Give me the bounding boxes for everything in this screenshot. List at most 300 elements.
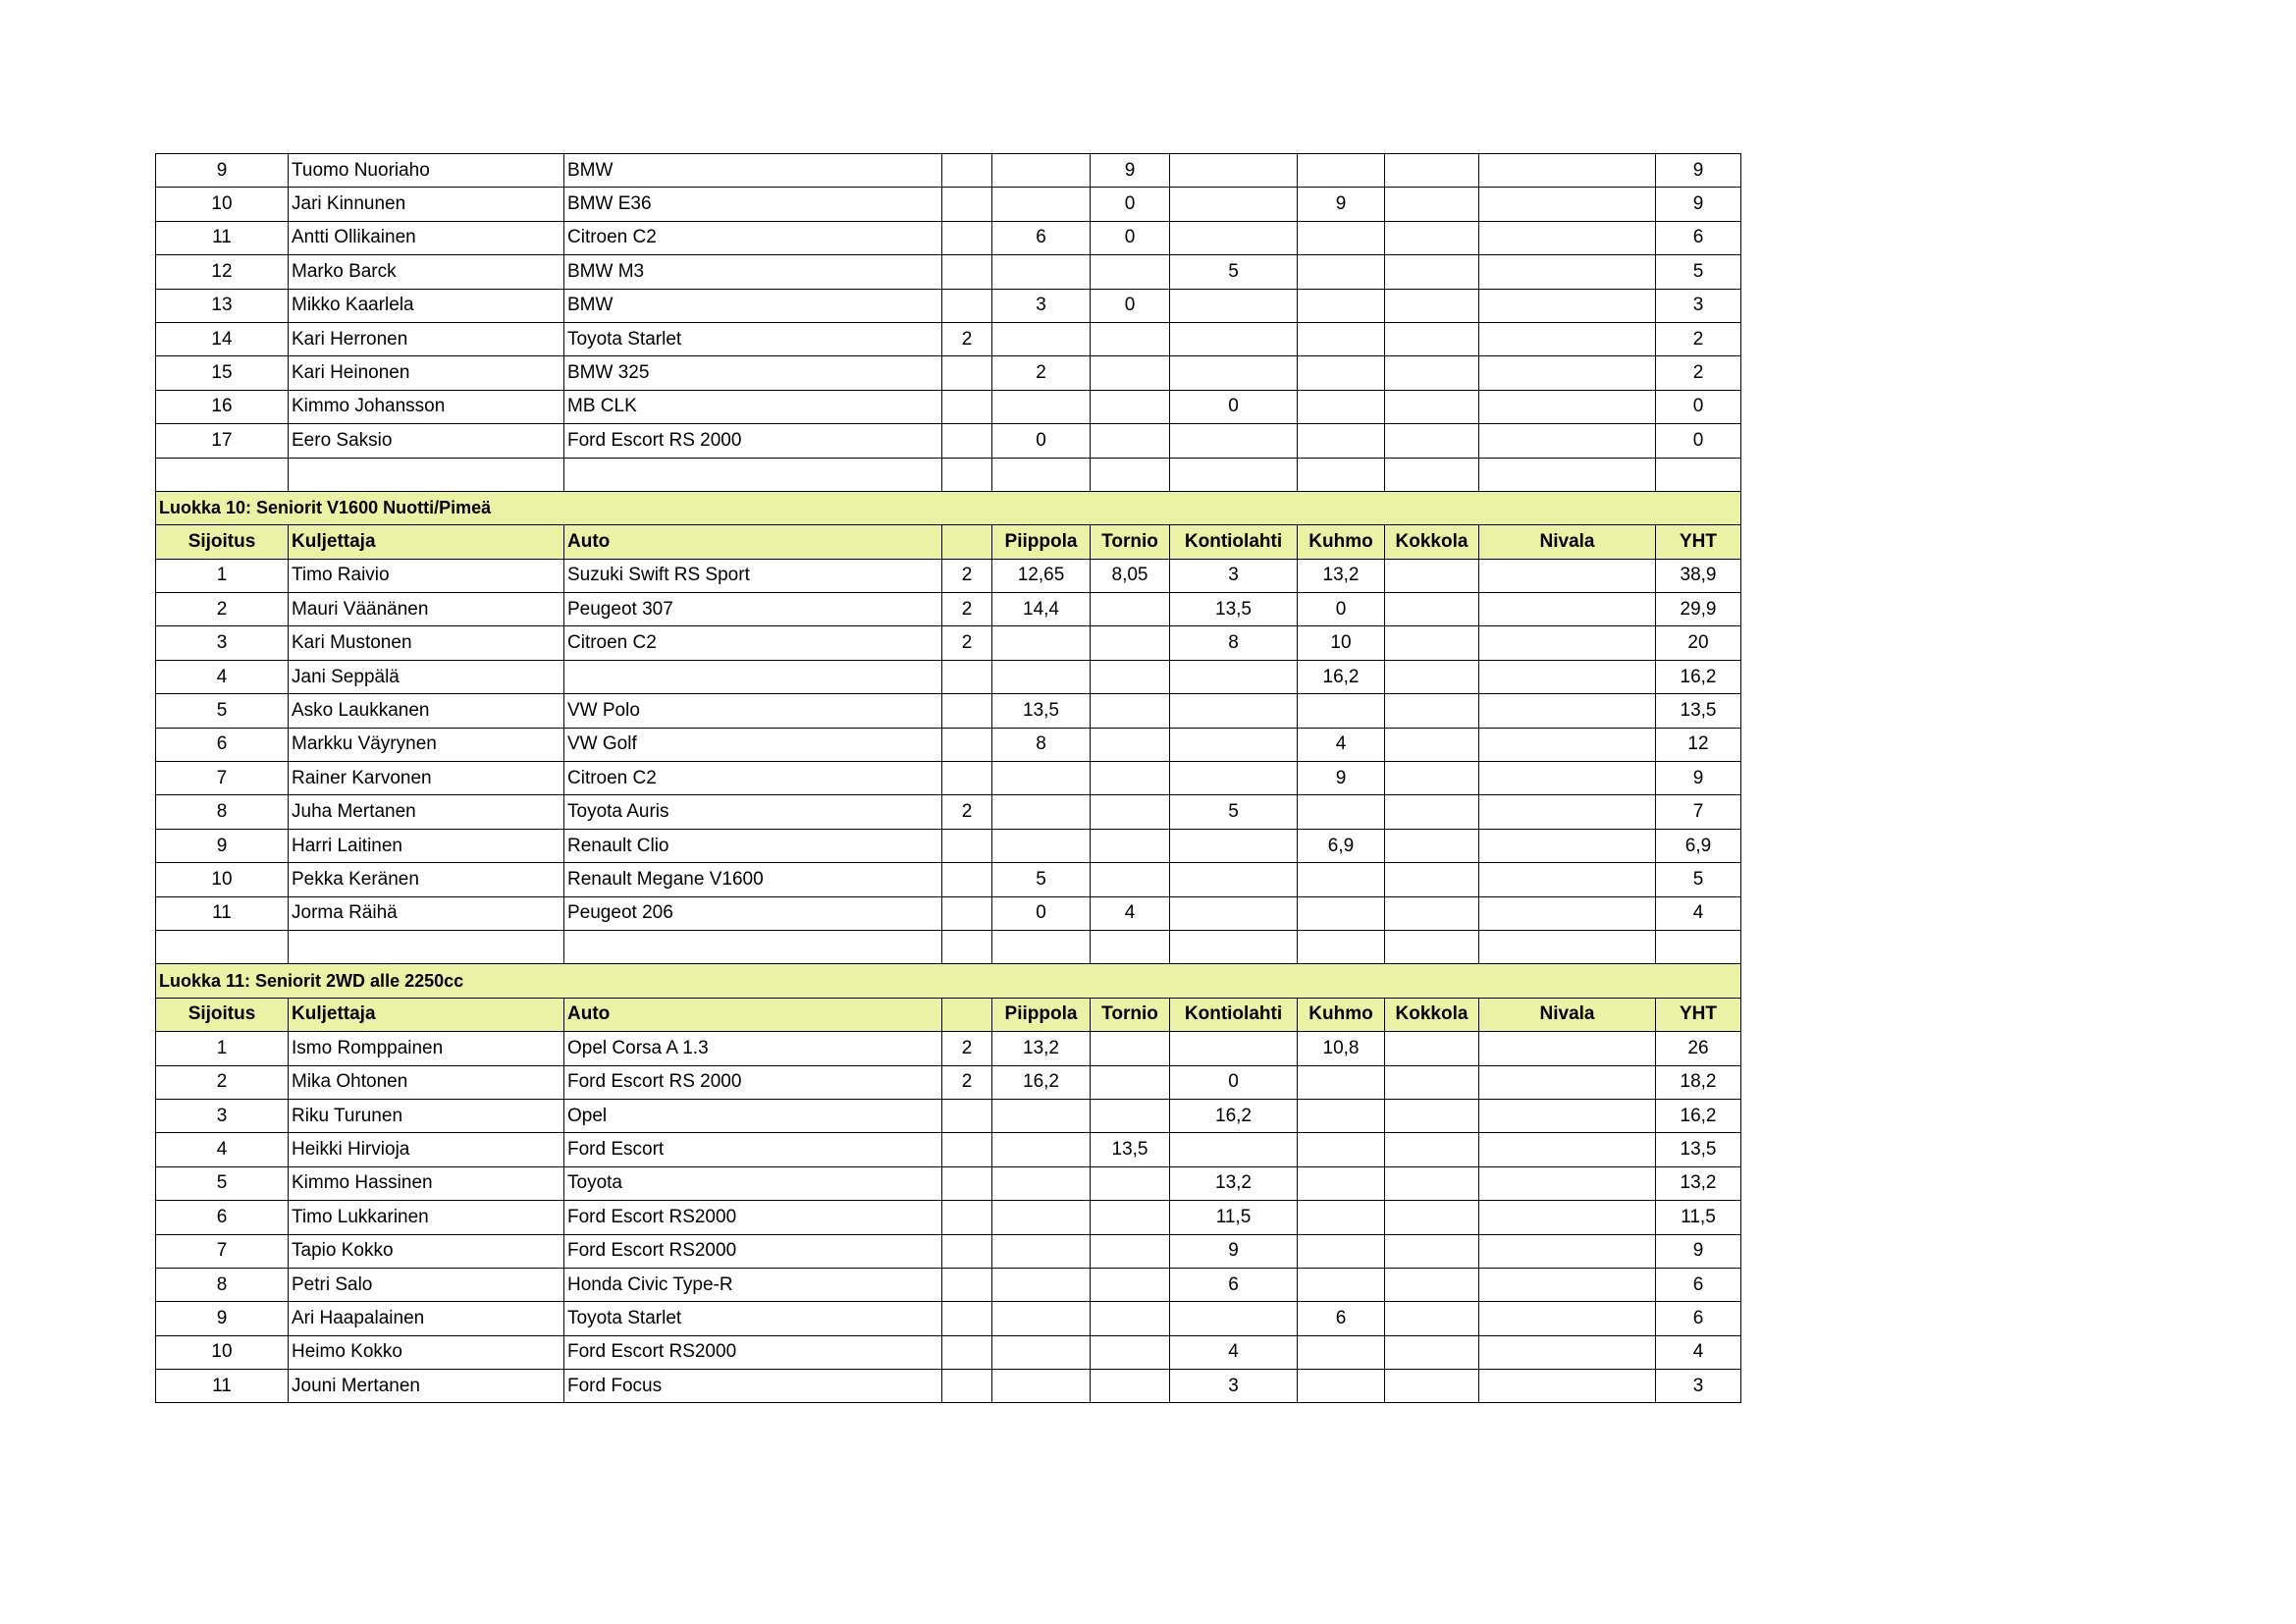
rank-cell: 3: [156, 1099, 289, 1132]
kontiolahti-cell: 4: [1170, 1335, 1298, 1369]
rank-cell: 13: [156, 289, 289, 322]
kontiolahti-cell: 13,2: [1170, 1166, 1298, 1200]
nivala-cell: [1479, 626, 1656, 660]
total-cell: 29,9: [1656, 593, 1741, 626]
nivala-cell: [1479, 322, 1656, 355]
nivala-cell: [1479, 1302, 1656, 1335]
extra-cell: [942, 762, 992, 795]
kontiolahti-cell: [1170, 1032, 1298, 1065]
piippola-cell: [992, 1268, 1091, 1301]
extra-cell: [942, 863, 992, 896]
car-cell: Ford Escort: [564, 1133, 942, 1166]
table-row: [156, 1032, 1741, 1065]
car-cell: VW Golf: [564, 728, 942, 761]
rank-cell: 15: [156, 356, 289, 390]
car-cell: [564, 930, 942, 963]
column-header: [942, 525, 992, 559]
table-row: [156, 1065, 1741, 1099]
driver-cell: Tapio Kokko: [289, 1234, 564, 1268]
kokkola-cell: [1385, 1166, 1479, 1200]
car-cell: BMW M3: [564, 255, 942, 289]
piippola-cell: [992, 795, 1091, 829]
tornio-cell: [1091, 829, 1170, 862]
total-cell: 20: [1656, 626, 1741, 660]
rank-cell: 12: [156, 255, 289, 289]
piippola-cell: [992, 1201, 1091, 1234]
nivala-cell: [1479, 930, 1656, 963]
car-cell: Opel Corsa A 1.3: [564, 1032, 942, 1065]
tornio-cell: [1091, 728, 1170, 761]
column-header: Tornio: [1091, 525, 1170, 559]
table-row: [156, 221, 1741, 254]
kuhmo-cell: 0: [1298, 593, 1385, 626]
blank-row: [156, 458, 1741, 491]
driver-cell: Juha Mertanen: [289, 795, 564, 829]
nivala-cell: [1479, 188, 1656, 221]
tornio-cell: [1091, 762, 1170, 795]
rank-cell: 11: [156, 1370, 289, 1403]
piippola-cell: [992, 1370, 1091, 1403]
car-cell: Toyota Auris: [564, 795, 942, 829]
total-cell: 5: [1656, 863, 1741, 896]
tornio-cell: [1091, 593, 1170, 626]
total-cell: 16,2: [1656, 660, 1741, 693]
driver-cell: Mikko Kaarlela: [289, 289, 564, 322]
kuhmo-cell: [1298, 1065, 1385, 1099]
driver-cell: Pekka Keränen: [289, 863, 564, 896]
kuhmo-cell: 4: [1298, 728, 1385, 761]
kokkola-cell: [1385, 322, 1479, 355]
section-title: Luokka 10: Seniorit V1600 Nuotti/Pimeä: [156, 491, 1741, 524]
table-row: [156, 188, 1741, 221]
extra-cell: [942, 1234, 992, 1268]
extra-cell: 2: [942, 559, 992, 592]
column-header-row: [156, 998, 1741, 1031]
table-row: [156, 356, 1741, 390]
kokkola-cell: [1385, 154, 1479, 188]
piippola-cell: [992, 1335, 1091, 1369]
tornio-cell: [1091, 1268, 1170, 1301]
extra-cell: 2: [942, 322, 992, 355]
tornio-cell: [1091, 1065, 1170, 1099]
nivala-cell: [1479, 1234, 1656, 1268]
rank-cell: 17: [156, 424, 289, 458]
kontiolahti-cell: [1170, 762, 1298, 795]
tornio-cell: [1091, 1335, 1170, 1369]
extra-cell: [942, 1268, 992, 1301]
rank-cell: 6: [156, 728, 289, 761]
kuhmo-cell: 9: [1298, 762, 1385, 795]
driver-cell: Ari Haapalainen: [289, 1302, 564, 1335]
total-cell: 6: [1656, 1302, 1741, 1335]
kontiolahti-cell: [1170, 221, 1298, 254]
piippola-cell: [992, 322, 1091, 355]
extra-cell: [942, 154, 992, 188]
driver-cell: Kari Herronen: [289, 322, 564, 355]
extra-cell: 2: [942, 1032, 992, 1065]
driver-cell: [289, 930, 564, 963]
driver-cell: Rainer Karvonen: [289, 762, 564, 795]
extra-cell: [942, 1335, 992, 1369]
driver-cell: Jouni Mertanen: [289, 1370, 564, 1403]
total-cell: 13,5: [1656, 694, 1741, 728]
piippola-cell: [992, 1234, 1091, 1268]
tornio-cell: [1091, 458, 1170, 491]
kontiolahti-cell: [1170, 896, 1298, 930]
kontiolahti-cell: [1170, 154, 1298, 188]
nivala-cell: [1479, 896, 1656, 930]
kokkola-cell: [1385, 829, 1479, 862]
rank-cell: 1: [156, 1032, 289, 1065]
driver-cell: Jari Kinnunen: [289, 188, 564, 221]
car-cell: [564, 458, 942, 491]
piippola-cell: [992, 458, 1091, 491]
extra-cell: [942, 424, 992, 458]
tornio-cell: [1091, 1099, 1170, 1132]
tornio-cell: [1091, 930, 1170, 963]
piippola-cell: [992, 390, 1091, 423]
extra-cell: [942, 896, 992, 930]
rank-cell: 3: [156, 626, 289, 660]
driver-cell: Tuomo Nuoriaho: [289, 154, 564, 188]
extra-cell: [942, 829, 992, 862]
kokkola-cell: [1385, 930, 1479, 963]
kuhmo-cell: [1298, 795, 1385, 829]
nivala-cell: [1479, 1065, 1656, 1099]
kontiolahti-cell: [1170, 1302, 1298, 1335]
total-cell: 13,5: [1656, 1133, 1741, 1166]
rank-cell: 9: [156, 154, 289, 188]
car-cell: Ford Focus: [564, 1370, 942, 1403]
piippola-cell: [992, 255, 1091, 289]
table-row: [156, 795, 1741, 829]
car-cell: Ford Escort RS2000: [564, 1234, 942, 1268]
table-row: [156, 626, 1741, 660]
nivala-cell: [1479, 559, 1656, 592]
driver-cell: Ismo Romppainen: [289, 1032, 564, 1065]
extra-cell: [942, 1370, 992, 1403]
piippola-cell: [992, 188, 1091, 221]
driver-cell: Riku Turunen: [289, 1099, 564, 1132]
car-cell: Toyota Starlet: [564, 322, 942, 355]
total-cell: 38,9: [1656, 559, 1741, 592]
piippola-cell: [992, 930, 1091, 963]
column-header: Kontiolahti: [1170, 525, 1298, 559]
column-header: Kuljettaja: [289, 998, 564, 1031]
kuhmo-cell: [1298, 289, 1385, 322]
total-cell: 9: [1656, 1234, 1741, 1268]
rank-cell: 4: [156, 660, 289, 693]
driver-cell: Kimmo Hassinen: [289, 1166, 564, 1200]
tornio-cell: [1091, 1166, 1170, 1200]
car-cell: Citroen C2: [564, 762, 942, 795]
total-cell: 9: [1656, 762, 1741, 795]
kontiolahti-cell: [1170, 356, 1298, 390]
kuhmo-cell: 6: [1298, 1302, 1385, 1335]
column-header: Kokkola: [1385, 525, 1479, 559]
nivala-cell: [1479, 795, 1656, 829]
kuhmo-cell: [1298, 896, 1385, 930]
kontiolahti-cell: [1170, 829, 1298, 862]
kokkola-cell: [1385, 1370, 1479, 1403]
rank-cell: 8: [156, 1268, 289, 1301]
piippola-cell: 8: [992, 728, 1091, 761]
total-cell: 6,9: [1656, 829, 1741, 862]
kuhmo-cell: [1298, 221, 1385, 254]
kokkola-cell: [1385, 762, 1479, 795]
piippola-cell: 6: [992, 221, 1091, 254]
driver-cell: Jorma Räihä: [289, 896, 564, 930]
total-cell: 5: [1656, 255, 1741, 289]
kuhmo-cell: [1298, 863, 1385, 896]
kontiolahti-cell: 3: [1170, 559, 1298, 592]
table-row: [156, 559, 1741, 592]
total-cell: [1656, 930, 1741, 963]
total-cell: 9: [1656, 154, 1741, 188]
total-cell: 18,2: [1656, 1065, 1741, 1099]
piippola-cell: 5: [992, 863, 1091, 896]
rank-cell: 4: [156, 1133, 289, 1166]
kontiolahti-cell: 16,2: [1170, 1099, 1298, 1132]
table-row: [156, 390, 1741, 423]
table-row: [156, 1166, 1741, 1200]
driver-cell: Timo Lukkarinen: [289, 1201, 564, 1234]
table-row: [156, 1234, 1741, 1268]
driver-cell: Harri Laitinen: [289, 829, 564, 862]
rank-cell: 11: [156, 221, 289, 254]
total-cell: 4: [1656, 1335, 1741, 1369]
blank-row: [156, 930, 1741, 963]
total-cell: 16,2: [1656, 1099, 1741, 1132]
total-cell: 26: [1656, 1032, 1741, 1065]
section-title-row: [156, 491, 1741, 524]
nivala-cell: [1479, 1133, 1656, 1166]
kuhmo-cell: [1298, 390, 1385, 423]
tornio-cell: 13,5: [1091, 1133, 1170, 1166]
driver-cell: Petri Salo: [289, 1268, 564, 1301]
car-cell: BMW: [564, 154, 942, 188]
kokkola-cell: [1385, 896, 1479, 930]
kuhmo-cell: [1298, 694, 1385, 728]
section-title: Luokka 11: Seniorit 2WD alle 2250cc: [156, 964, 1741, 998]
column-header: Sijoitus: [156, 998, 289, 1031]
nivala-cell: [1479, 593, 1656, 626]
rank-cell: 7: [156, 762, 289, 795]
kokkola-cell: [1385, 1065, 1479, 1099]
table-row: [156, 694, 1741, 728]
kuhmo-cell: [1298, 356, 1385, 390]
kokkola-cell: [1385, 1133, 1479, 1166]
kuhmo-cell: [1298, 322, 1385, 355]
tornio-cell: [1091, 694, 1170, 728]
tornio-cell: [1091, 863, 1170, 896]
kokkola-cell: [1385, 390, 1479, 423]
kuhmo-cell: 9: [1298, 188, 1385, 221]
extra-cell: [942, 1133, 992, 1166]
tornio-cell: 0: [1091, 289, 1170, 322]
column-header-row: [156, 525, 1741, 559]
column-header: Auto: [564, 525, 942, 559]
table-row: [156, 1099, 1741, 1132]
driver-cell: Heikki Hirvioja: [289, 1133, 564, 1166]
total-cell: 0: [1656, 424, 1741, 458]
kontiolahti-cell: [1170, 458, 1298, 491]
table-row: [156, 660, 1741, 693]
column-header: [942, 998, 992, 1031]
total-cell: 6: [1656, 221, 1741, 254]
piippola-cell: [992, 154, 1091, 188]
kokkola-cell: [1385, 626, 1479, 660]
table-row: [156, 1302, 1741, 1335]
column-header: Tornio: [1091, 998, 1170, 1031]
kontiolahti-cell: [1170, 1133, 1298, 1166]
tornio-cell: 9: [1091, 154, 1170, 188]
tornio-cell: [1091, 424, 1170, 458]
kontiolahti-cell: 6: [1170, 1268, 1298, 1301]
rank-cell: [156, 930, 289, 963]
kontiolahti-cell: 8: [1170, 626, 1298, 660]
piippola-cell: 2: [992, 356, 1091, 390]
driver-cell: Mauri Väänänen: [289, 593, 564, 626]
kokkola-cell: [1385, 1099, 1479, 1132]
kontiolahti-cell: 11,5: [1170, 1201, 1298, 1234]
kokkola-cell: [1385, 559, 1479, 592]
column-header: Kuljettaja: [289, 525, 564, 559]
extra-cell: 2: [942, 1065, 992, 1099]
kontiolahti-cell: 3: [1170, 1370, 1298, 1403]
results-table: [155, 153, 1741, 1403]
rank-cell: 9: [156, 829, 289, 862]
table-row: [156, 863, 1741, 896]
driver-cell: Kari Mustonen: [289, 626, 564, 660]
total-cell: [1656, 458, 1741, 491]
column-header: Auto: [564, 998, 942, 1031]
kokkola-cell: [1385, 1268, 1479, 1301]
column-header: Kuhmo: [1298, 525, 1385, 559]
tornio-cell: 4: [1091, 896, 1170, 930]
nivala-cell: [1479, 458, 1656, 491]
column-header: Kokkola: [1385, 998, 1479, 1031]
nivala-cell: [1479, 1268, 1656, 1301]
rank-cell: 11: [156, 896, 289, 930]
tornio-cell: [1091, 390, 1170, 423]
nivala-cell: [1479, 356, 1656, 390]
tornio-cell: [1091, 1201, 1170, 1234]
car-cell: Ford Escort RS2000: [564, 1335, 942, 1369]
kuhmo-cell: [1298, 1201, 1385, 1234]
kontiolahti-cell: [1170, 863, 1298, 896]
total-cell: 6: [1656, 1268, 1741, 1301]
tornio-cell: 0: [1091, 221, 1170, 254]
column-header: YHT: [1656, 998, 1741, 1031]
total-cell: 2: [1656, 356, 1741, 390]
total-cell: 12: [1656, 728, 1741, 761]
kokkola-cell: [1385, 1335, 1479, 1369]
kontiolahti-cell: [1170, 188, 1298, 221]
column-header: YHT: [1656, 525, 1741, 559]
driver-cell: Heimo Kokko: [289, 1335, 564, 1369]
extra-cell: 2: [942, 593, 992, 626]
table-row: [156, 1201, 1741, 1234]
kontiolahti-cell: 0: [1170, 1065, 1298, 1099]
driver-cell: Timo Raivio: [289, 559, 564, 592]
extra-cell: [942, 356, 992, 390]
car-cell: [564, 660, 942, 693]
kuhmo-cell: [1298, 1335, 1385, 1369]
rank-cell: 9: [156, 1302, 289, 1335]
tornio-cell: [1091, 1370, 1170, 1403]
total-cell: 11,5: [1656, 1201, 1741, 1234]
car-cell: Ford Escort RS 2000: [564, 1065, 942, 1099]
car-cell: BMW 325: [564, 356, 942, 390]
kokkola-cell: [1385, 728, 1479, 761]
tornio-cell: [1091, 255, 1170, 289]
piippola-cell: [992, 660, 1091, 693]
rank-cell: 5: [156, 694, 289, 728]
car-cell: Renault Megane V1600: [564, 863, 942, 896]
kuhmo-cell: [1298, 1370, 1385, 1403]
driver-cell: Eero Saksio: [289, 424, 564, 458]
rank-cell: 10: [156, 863, 289, 896]
results-table-body: [156, 154, 1741, 1403]
kuhmo-cell: [1298, 1234, 1385, 1268]
rank-cell: 2: [156, 1065, 289, 1099]
table-row: [156, 154, 1741, 188]
total-cell: 13,2: [1656, 1166, 1741, 1200]
car-cell: Honda Civic Type-R: [564, 1268, 942, 1301]
car-cell: Citroen C2: [564, 626, 942, 660]
kokkola-cell: [1385, 593, 1479, 626]
kuhmo-cell: 16,2: [1298, 660, 1385, 693]
kokkola-cell: [1385, 1032, 1479, 1065]
car-cell: BMW: [564, 289, 942, 322]
tornio-cell: [1091, 1302, 1170, 1335]
piippola-cell: 0: [992, 896, 1091, 930]
kontiolahti-cell: 0: [1170, 390, 1298, 423]
rank-cell: 2: [156, 593, 289, 626]
table-row: [156, 1335, 1741, 1369]
kuhmo-cell: [1298, 1268, 1385, 1301]
piippola-cell: 14,4: [992, 593, 1091, 626]
tornio-cell: 0: [1091, 188, 1170, 221]
extra-cell: [942, 1302, 992, 1335]
table-row: [156, 424, 1741, 458]
nivala-cell: [1479, 1032, 1656, 1065]
tornio-cell: [1091, 356, 1170, 390]
rank-cell: 1: [156, 559, 289, 592]
kokkola-cell: [1385, 1234, 1479, 1268]
extra-cell: [942, 694, 992, 728]
car-cell: Peugeot 307: [564, 593, 942, 626]
nivala-cell: [1479, 289, 1656, 322]
driver-cell: Asko Laukkanen: [289, 694, 564, 728]
column-header: Kontiolahti: [1170, 998, 1298, 1031]
section-title-row: [156, 964, 1741, 998]
extra-cell: [942, 930, 992, 963]
kuhmo-cell: [1298, 154, 1385, 188]
kokkola-cell: [1385, 255, 1479, 289]
driver-cell: Jani Seppälä: [289, 660, 564, 693]
piippola-cell: 12,65: [992, 559, 1091, 592]
car-cell: Toyota Starlet: [564, 1302, 942, 1335]
nivala-cell: [1479, 728, 1656, 761]
kokkola-cell: [1385, 289, 1479, 322]
nivala-cell: [1479, 1166, 1656, 1200]
table-row: [156, 255, 1741, 289]
piippola-cell: [992, 1166, 1091, 1200]
piippola-cell: [992, 829, 1091, 862]
car-cell: MB CLK: [564, 390, 942, 423]
